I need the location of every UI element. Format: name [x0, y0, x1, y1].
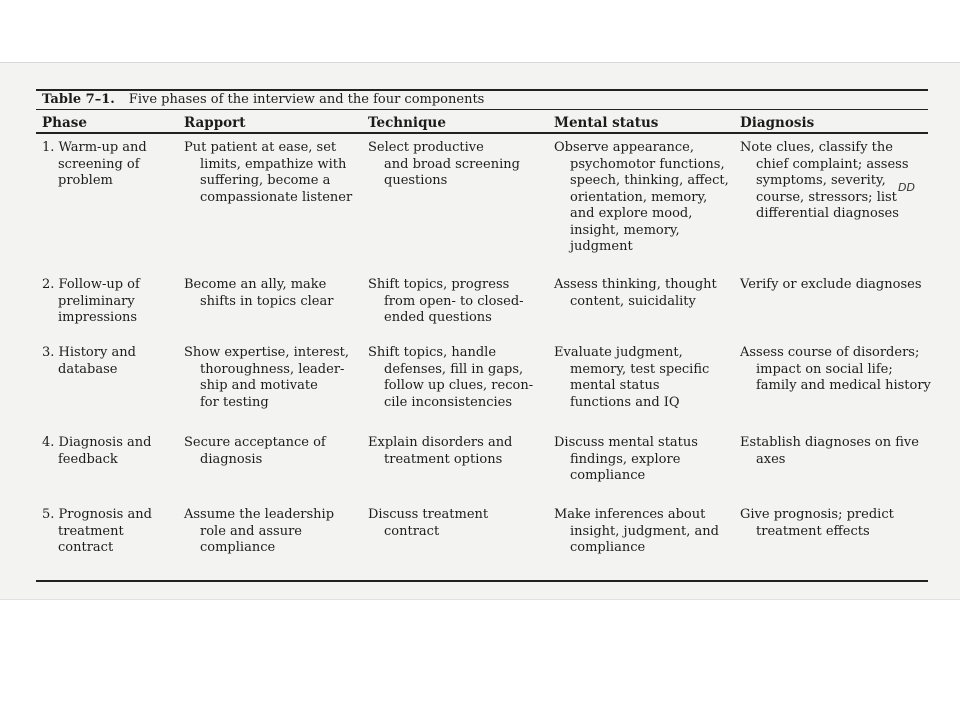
row-1-technique: Select productive and broad screening questions [368, 140, 520, 188]
row-3-phase: 3. History and database [42, 345, 136, 377]
row-1-phase: 1. Warm-up and screening of problem [42, 140, 147, 188]
row-3-diagnosis: Assess course of disorders; impact on social life; family and medical history [740, 345, 931, 393]
row-5-mental-status: Make inferences about insight, judgment, and compliance [554, 507, 719, 555]
header-diagnosis: Diagnosis [740, 115, 815, 131]
table-title [42, 92, 484, 107]
header-rapport: Rapport [184, 115, 246, 131]
bottom-rule [36, 580, 928, 582]
row-4-mental-status: Discuss mental status findings, explore compliance [554, 435, 698, 483]
scanned-page [0, 62, 960, 600]
row-3-rapport: Show expertise, interest, thoroughness, leader- ship and motivate for testing [184, 345, 350, 410]
row-2-technique: Shift topics, progress from open- to closed- ended questions [368, 277, 524, 325]
row-4-diagnosis: Establish diagnoses on five axes [740, 435, 919, 467]
row-4-technique: Explain disorders and treatment options [368, 435, 513, 467]
top-rule [36, 89, 928, 91]
handwritten-dd-note: DD [898, 181, 915, 194]
row-3-technique: Shift topics, handle defenses, fill in gaps, follow up clues, recon- cile inconsistencies [368, 345, 534, 410]
row-1-diagnosis: Note clues, classify the chief complaint; assess symptoms, severity, course, stressors; list differential diagnoses [740, 140, 909, 221]
header-phase: Phase [42, 115, 87, 131]
table-number: Table 7–1. [42, 92, 115, 107]
header-mental-status: Mental status [554, 115, 659, 131]
row-3-mental-status: Evaluate judgment, memory, test specific mental status functions and IQ [554, 345, 710, 410]
row-2-diagnosis: Verify or exclude diagnoses [740, 277, 922, 292]
table-caption: Five phases of the interview and the four components [128, 92, 485, 107]
row-5-rapport: Assume the leadership role and assure compliance [184, 507, 335, 555]
header-technique: Technique [368, 115, 446, 131]
caption-rule [36, 109, 928, 110]
header-rule [36, 132, 928, 134]
row-4-rapport: Secure acceptance of diagnosis [184, 435, 326, 467]
row-5-diagnosis: Give prognosis; predict treatment effects [740, 507, 894, 539]
row-2-rapport: Become an ally, make shifts in topics clear [184, 277, 334, 309]
row-5-technique: Discuss treatment contract [368, 507, 489, 539]
row-2-mental-status: Assess thinking, thought content, suicidality [554, 277, 717, 309]
row-1-rapport: Put patient at ease, set limits, empathize with suffering, become a compassionate listener [184, 140, 353, 205]
row-2-phase: 2. Follow-up of preliminary impressions [42, 277, 140, 325]
row-4-phase: 4. Diagnosis and feedback [42, 435, 152, 467]
row-5-phase: 5. Prognosis and treatment contract [42, 507, 152, 555]
row-1-mental-status: Observe appearance, psychomotor functions, speech, thinking, affect, orientation, memory, and explore mood, insight, memory, judgment [554, 140, 729, 254]
